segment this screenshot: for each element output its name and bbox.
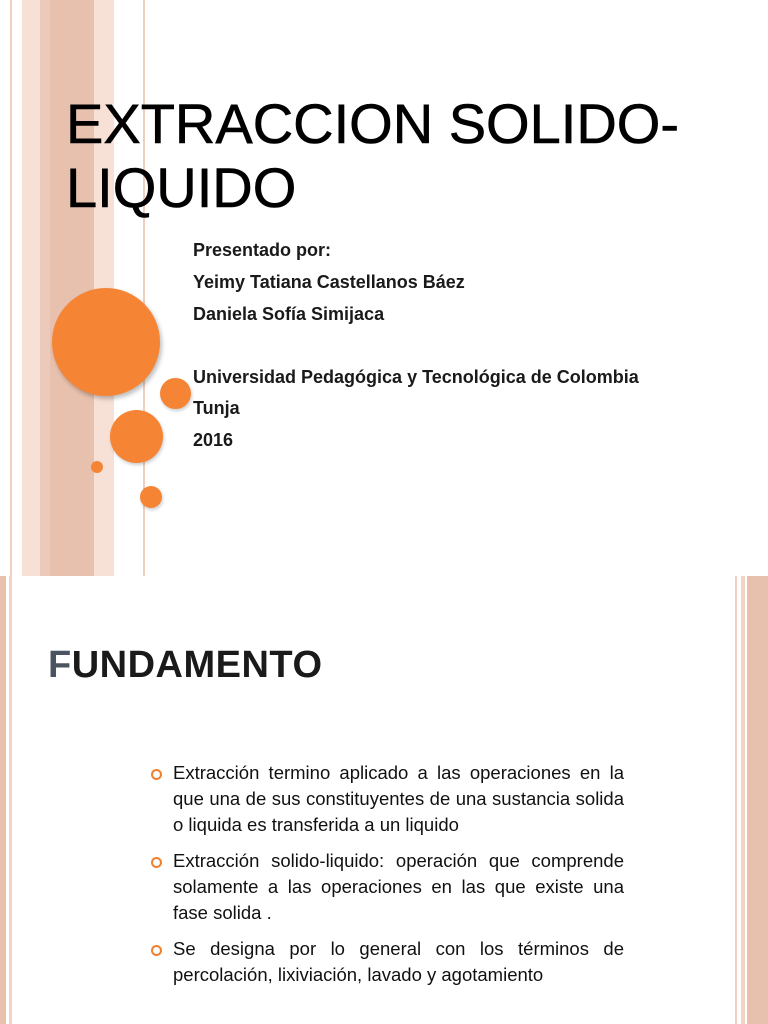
year: 2016 <box>193 430 234 450</box>
presented-by-label: Presentado por: <box>193 240 332 260</box>
decor-band <box>22 0 40 576</box>
bullet-circle-icon <box>151 769 162 780</box>
slide-title <box>48 644 323 687</box>
bullet-text: Extracción termino aplicado a las operaciones en la que una de sus constituyentes de una sustancia solida o liquida es transferida a un liquido <box>173 762 624 835</box>
decor-band <box>40 0 50 576</box>
decor-band <box>0 576 6 1024</box>
author-name: Yeimy Tatiana Castellanos Báez <box>193 272 465 292</box>
title-rest: UNDAMENTO <box>71 644 323 686</box>
decor-band <box>9 576 12 1024</box>
decor-circle-small <box>91 461 103 473</box>
bullet-circle-icon <box>151 945 162 956</box>
bullet-text: Se designa por lo general con los términos de percolación, lixiviación, lavado y agotamiento <box>173 938 624 985</box>
slide-title: EXTRACCION SOLIDO-LIQUIDO <box>66 92 679 219</box>
decor-circle <box>110 410 163 463</box>
decor-circle <box>160 378 191 409</box>
bullet-circle-icon <box>151 857 162 868</box>
list-item <box>150 760 624 838</box>
decor-circle <box>140 486 162 508</box>
institution-name: Universidad Pedagógica y Tecnológica de Colombia <box>193 367 639 387</box>
decor-band <box>10 0 12 576</box>
decor-circle-large <box>52 288 160 396</box>
decor-band <box>735 576 737 1024</box>
bullet-list <box>150 760 624 998</box>
decor-band <box>747 576 768 1024</box>
bullet-text: Extracción solido-liquido: operación que comprende solamente a las operaciones en las que existe una fase solida . <box>173 850 624 923</box>
city-name: Tunja <box>193 398 240 418</box>
title-first-letter: F <box>48 644 72 686</box>
list-item <box>150 936 624 988</box>
author-name: Daniela Sofía Simijaca <box>193 304 385 324</box>
decor-band <box>50 0 94 576</box>
list-item <box>150 848 624 926</box>
decor-band <box>741 576 745 1024</box>
content-slide <box>0 576 768 1024</box>
